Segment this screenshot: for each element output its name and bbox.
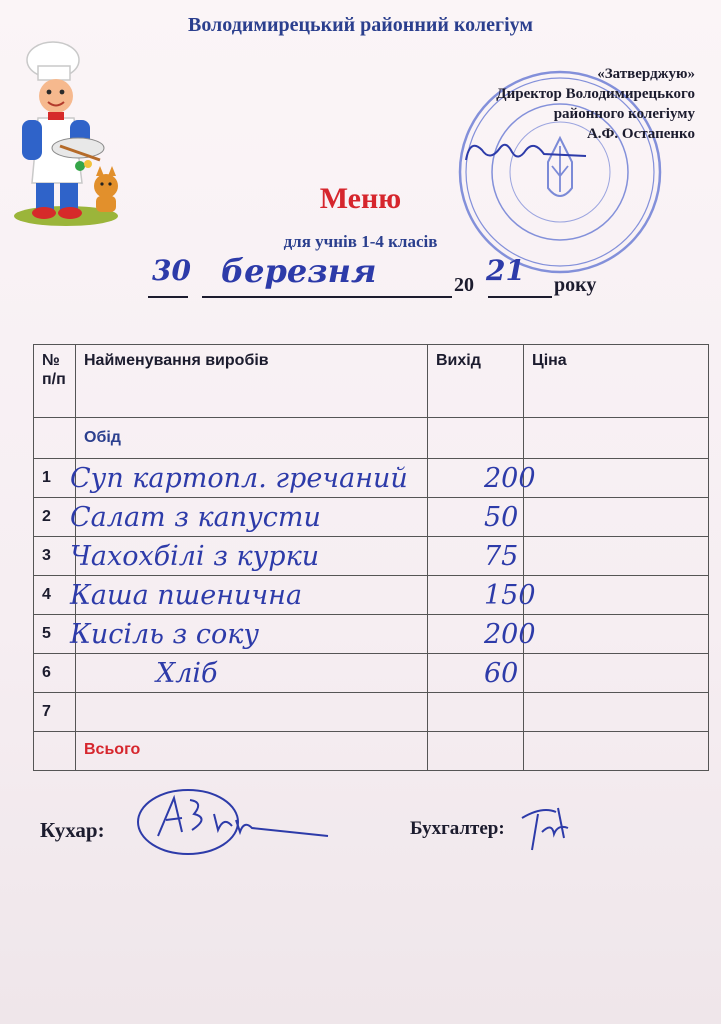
- dish-price-cell: [524, 693, 709, 732]
- date-month-underline: [202, 296, 452, 298]
- dish-output-cell: [428, 498, 524, 537]
- section-row: [34, 418, 709, 459]
- date-month: березня: [221, 252, 377, 290]
- dish-output-cell: [428, 537, 524, 576]
- approve-line-2: Директор Володимирецького: [496, 86, 695, 102]
- dish-output: 200: [484, 463, 536, 494]
- dish-name-cell: [70, 459, 428, 498]
- menu-table: [33, 344, 709, 771]
- dish-output-cell: [428, 693, 524, 732]
- row-number: 2: [34, 498, 76, 537]
- menu-title: Меню: [319, 182, 402, 215]
- school-name: Володимирецький районний колегіум: [187, 14, 533, 36]
- date-suffix: року: [554, 274, 597, 296]
- row-number: 1: [34, 459, 76, 498]
- date-line: [146, 252, 616, 298]
- accountant-signature: [512, 798, 582, 858]
- total-price-cell: [524, 732, 709, 771]
- date-day: 30: [152, 254, 191, 287]
- dish-name: Чахохбілі з курки: [70, 541, 320, 572]
- dish-output-cell: [428, 576, 536, 615]
- date-year-prefix: 20: [454, 274, 474, 296]
- section-number-cell: [34, 418, 76, 459]
- dish-output-cell: [428, 459, 536, 498]
- total-number-cell: [34, 732, 76, 771]
- dish-output-cell: [428, 654, 524, 693]
- dish-name-cell: [76, 654, 428, 693]
- table-row: [34, 615, 709, 654]
- section-label: Обід: [76, 418, 428, 459]
- approve-line-1: «Затверджую»: [597, 66, 695, 82]
- dish-name: Каша пшенична: [70, 580, 303, 611]
- approve-line-3: районного колегіуму: [553, 106, 695, 122]
- table-row: [34, 537, 709, 576]
- table-header-row: [34, 345, 709, 418]
- cook-signature: [132, 780, 332, 860]
- dish-price-cell: [524, 498, 709, 537]
- row-number: 3: [34, 537, 76, 576]
- director-name: А.Ф. Остапенко: [586, 126, 695, 142]
- dish-name-cell: [70, 576, 428, 615]
- dish-name: Салат з капусти: [70, 502, 321, 533]
- menu-subtitle: для учнів 1-4 класів: [283, 232, 438, 251]
- dish-name: Хліб: [156, 658, 218, 689]
- date-day-underline: [148, 296, 188, 298]
- row-number: 6: [34, 654, 76, 693]
- dish-price-cell: [524, 459, 709, 498]
- header-output: Вихід: [428, 345, 524, 418]
- header-name: Найменування виробів: [76, 345, 428, 418]
- dish-price-cell: [524, 615, 709, 654]
- row-number: 5: [34, 615, 76, 654]
- header-number: № п/п: [34, 345, 76, 418]
- table-row: [34, 459, 709, 498]
- cook-label: Кухар:: [40, 818, 105, 842]
- total-row: [34, 732, 709, 771]
- dish-output-cell: [428, 615, 536, 654]
- dish-price-cell: [524, 576, 709, 615]
- total-output-cell: [428, 732, 524, 771]
- section-output-cell: [428, 418, 524, 459]
- date-year-underline: [488, 296, 552, 298]
- dish-price-cell: [524, 654, 709, 693]
- dish-name-cell: [70, 537, 428, 576]
- dish-name: Суп картопл. гречаний: [70, 463, 408, 494]
- dish-name-cell: [70, 498, 428, 537]
- dish-output: 50: [484, 502, 519, 533]
- dish-output: 75: [484, 541, 519, 572]
- date-year: 21: [486, 254, 525, 287]
- dish-name-cell: [76, 693, 428, 732]
- total-label: Всього: [76, 732, 428, 771]
- section-price-cell: [524, 418, 709, 459]
- dish-output: 200: [484, 619, 536, 650]
- row-number: 7: [34, 693, 76, 732]
- table-row: [34, 576, 709, 615]
- dish-name-cell: [70, 615, 428, 654]
- accountant-label: Бухгалтер:: [410, 818, 505, 839]
- dish-name: Кисіль з соку: [70, 619, 259, 650]
- dish-output: 60: [484, 658, 519, 689]
- row-number: 4: [34, 576, 76, 615]
- table-row: [34, 693, 709, 732]
- header-price: Ціна: [524, 345, 709, 418]
- dish-price-cell: [524, 537, 709, 576]
- dish-output: 150: [484, 580, 536, 611]
- director-signature: [460, 132, 590, 172]
- table-row: [34, 654, 709, 693]
- table-row: [34, 498, 709, 537]
